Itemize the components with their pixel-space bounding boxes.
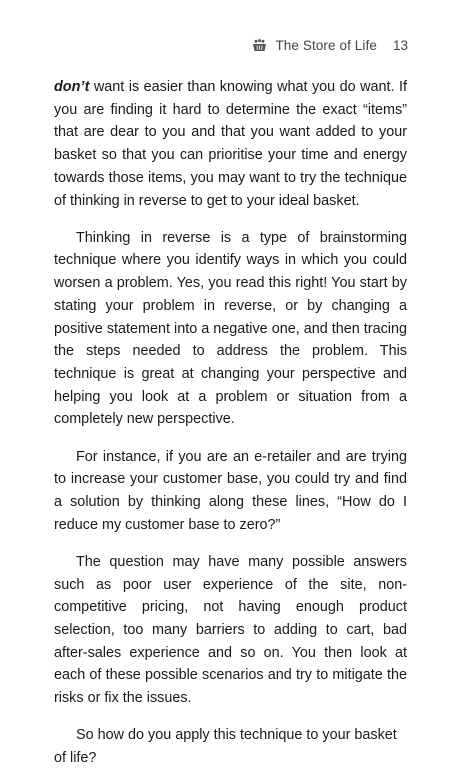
paragraph-thinking-in-reverse: Thinking in reverse is a type of brainstorming technique where you identify ways in which you could worsen a problem. Yes, you read this right! You start by stating your problem in reverse, or by changing a positive statement into a negative one, and then tracing the steps needed to address the problem. This technique is great at changing your perspective and helping you look at a problem or situation from a completely new perspective. <box>54 227 407 431</box>
page-number: 13 <box>393 38 408 53</box>
basket-icon <box>252 39 267 52</box>
emphasized-word: don’t <box>54 79 89 95</box>
running-header <box>252 38 408 53</box>
paragraph-question: So how do you apply this technique to your basket of life? <box>54 724 407 769</box>
paragraph-continued <box>54 76 407 212</box>
paragraph-answers: The question may have many possible answers such as poor user experience of the site, non-competitive pricing, not having enough product selection, too many barriers to adding to cart, bad after-sales experience and so on. You then look at each of these possible scenarios and try to mitigate the risks or fix the issues. <box>54 551 407 710</box>
paragraph-example: For instance, if you are an e-retailer and are trying to increase your customer base, you could try and find a solution by thinking along these lines, “How do I reduce my customer base to zero?” <box>54 446 407 537</box>
book-title: The Store of Life <box>275 38 377 53</box>
page-body <box>54 76 407 784</box>
paragraph-text: want is easier than knowing what you do want. If you are finding it hard to determine the exact “items” that are dear to you and that you want added to your basket so that you can prioritise your time and energy towards those items, you may want to try the technique of thinking in reverse to get to your ideal basket. <box>54 79 407 209</box>
